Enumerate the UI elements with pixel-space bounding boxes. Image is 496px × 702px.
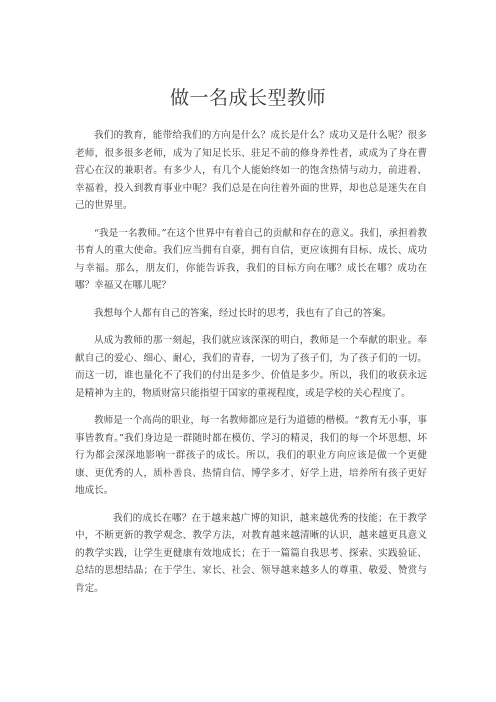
document-title: 做一名成长型教师 bbox=[169, 87, 326, 109]
paragraph: 我想每个人都有自己的答案，经过长时的思考，我也有了自己的答案。 bbox=[94, 307, 392, 319]
paragraph: “我是一名教师。”在这个世界中有着自己的贡献和存在的意义。我们，承担着教书育人的重大使命。我们应当拥有自豪，拥有自信，更应该拥有目标、成长、成功与幸福。那么，朋友们，你能告诉我，我们的目标方向在哪？成长在哪？成功在哪？幸福又在哪儿呢？ bbox=[75, 227, 427, 291]
document-body bbox=[75, 127, 427, 607]
paragraph: 从成为教师的那一刻起，我们就应该深深的明白，教师是一个奉献的职业。奉献自己的爱心、细心、耐心，我们的青春，一切为了孩子们，为了孩子们的一切。而这一切，谁也量化不了我们的付出是多少、价值是多少。所以，我们的收获永远是精神为主的，物质财富只能指望于国家的重视程度，或是学校的关心程度了。 bbox=[75, 335, 427, 399]
paragraph: 教师是一个高尚的职业，每一名教师都应是行为道德的楷模。“教育无小事，事事皆教育。”我们身边是一群随时都在模仿、学习的精灵，我们的每一个坏思想、坏行为都会深深地影响一群孩子的成长。所以，我们的职业方向应该是做一个更健康、更优秀的人，质朴善良、热情自信、博学多才、好学上进，培养所有孩子更好地成长。 bbox=[75, 415, 427, 496]
paragraph: 我们的教育，能带给我们的方向是什么？成长是什么？成功又是什么呢？很多老师，很多很多老师，成为了知足长乐、驻足不前的修身养性者，或成为了身在曹营心在汉的兼职者。有多少人，有几个人能始终如一的饱含热情与动力，前进着、幸福着，投入到教育事业中呢？我们总是在向往着外面的世界，却也总是迷失在自己的世界里。 bbox=[75, 130, 427, 211]
paragraph: 我们的成长在哪？在于越来越广博的知识，越来越优秀的技能；在于教学中，不断更新的教学观念、教学方法，对教育越来越清晰的认识，越来越更具意义的教学实践，让学生更健康有效地成长；在于一篇篇自我思考、探索、实践验证、总结的思想结晶；在于学生、家长、社会、领导越来越多人的尊重、敬爱、赞赏与肯定。 bbox=[75, 512, 427, 594]
